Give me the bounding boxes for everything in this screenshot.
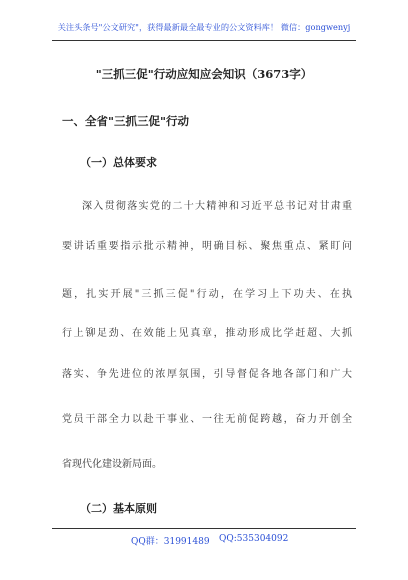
section-heading: 一、全省"三抓三促"行动 (62, 114, 189, 128)
document-title: "三抓三促"行动应知应会知识（3673字） (95, 67, 313, 81)
paragraph-line: 题，扎实开展"三抓三促"行动，在学习上下功夫、在执 (62, 289, 352, 300)
paragraph-line: 党员干部全力以赴干事业、一往无前促跨越，奋力开创全 (62, 414, 352, 425)
header-divider (52, 40, 356, 41)
paragraph-line: 落实、争先进位的浓厚氛围，引导督促各地各部门和广大 (62, 369, 352, 380)
footer-qq-number: QQ:535304092 (219, 534, 289, 544)
subsection-heading-general-requirements: （一）总体要求 (80, 156, 157, 169)
subsection-heading-basic-principles: （二）基本原则 (80, 502, 157, 515)
paragraph-line: 省现代化建设新局面。 (62, 459, 162, 470)
paragraph-line: 深入贯彻落实党的二十大精神和习近平总书记对甘肃重 (82, 201, 352, 212)
paragraph-line: 要讲话重要指示批示精神，明确目标、聚焦重点、紧盯问 (62, 241, 352, 252)
paragraph-line: 行上铆足劲、在效能上见真章，推动形成比学赶超、大抓 (62, 328, 352, 339)
footer-divider (52, 528, 356, 529)
footer-qq-group: QQ群：31991489 (131, 537, 210, 547)
header-banner: 关注头条号"公文研究"，获得最新最全最专业的公文资料库！ 微信：gongwenyj (57, 22, 351, 32)
